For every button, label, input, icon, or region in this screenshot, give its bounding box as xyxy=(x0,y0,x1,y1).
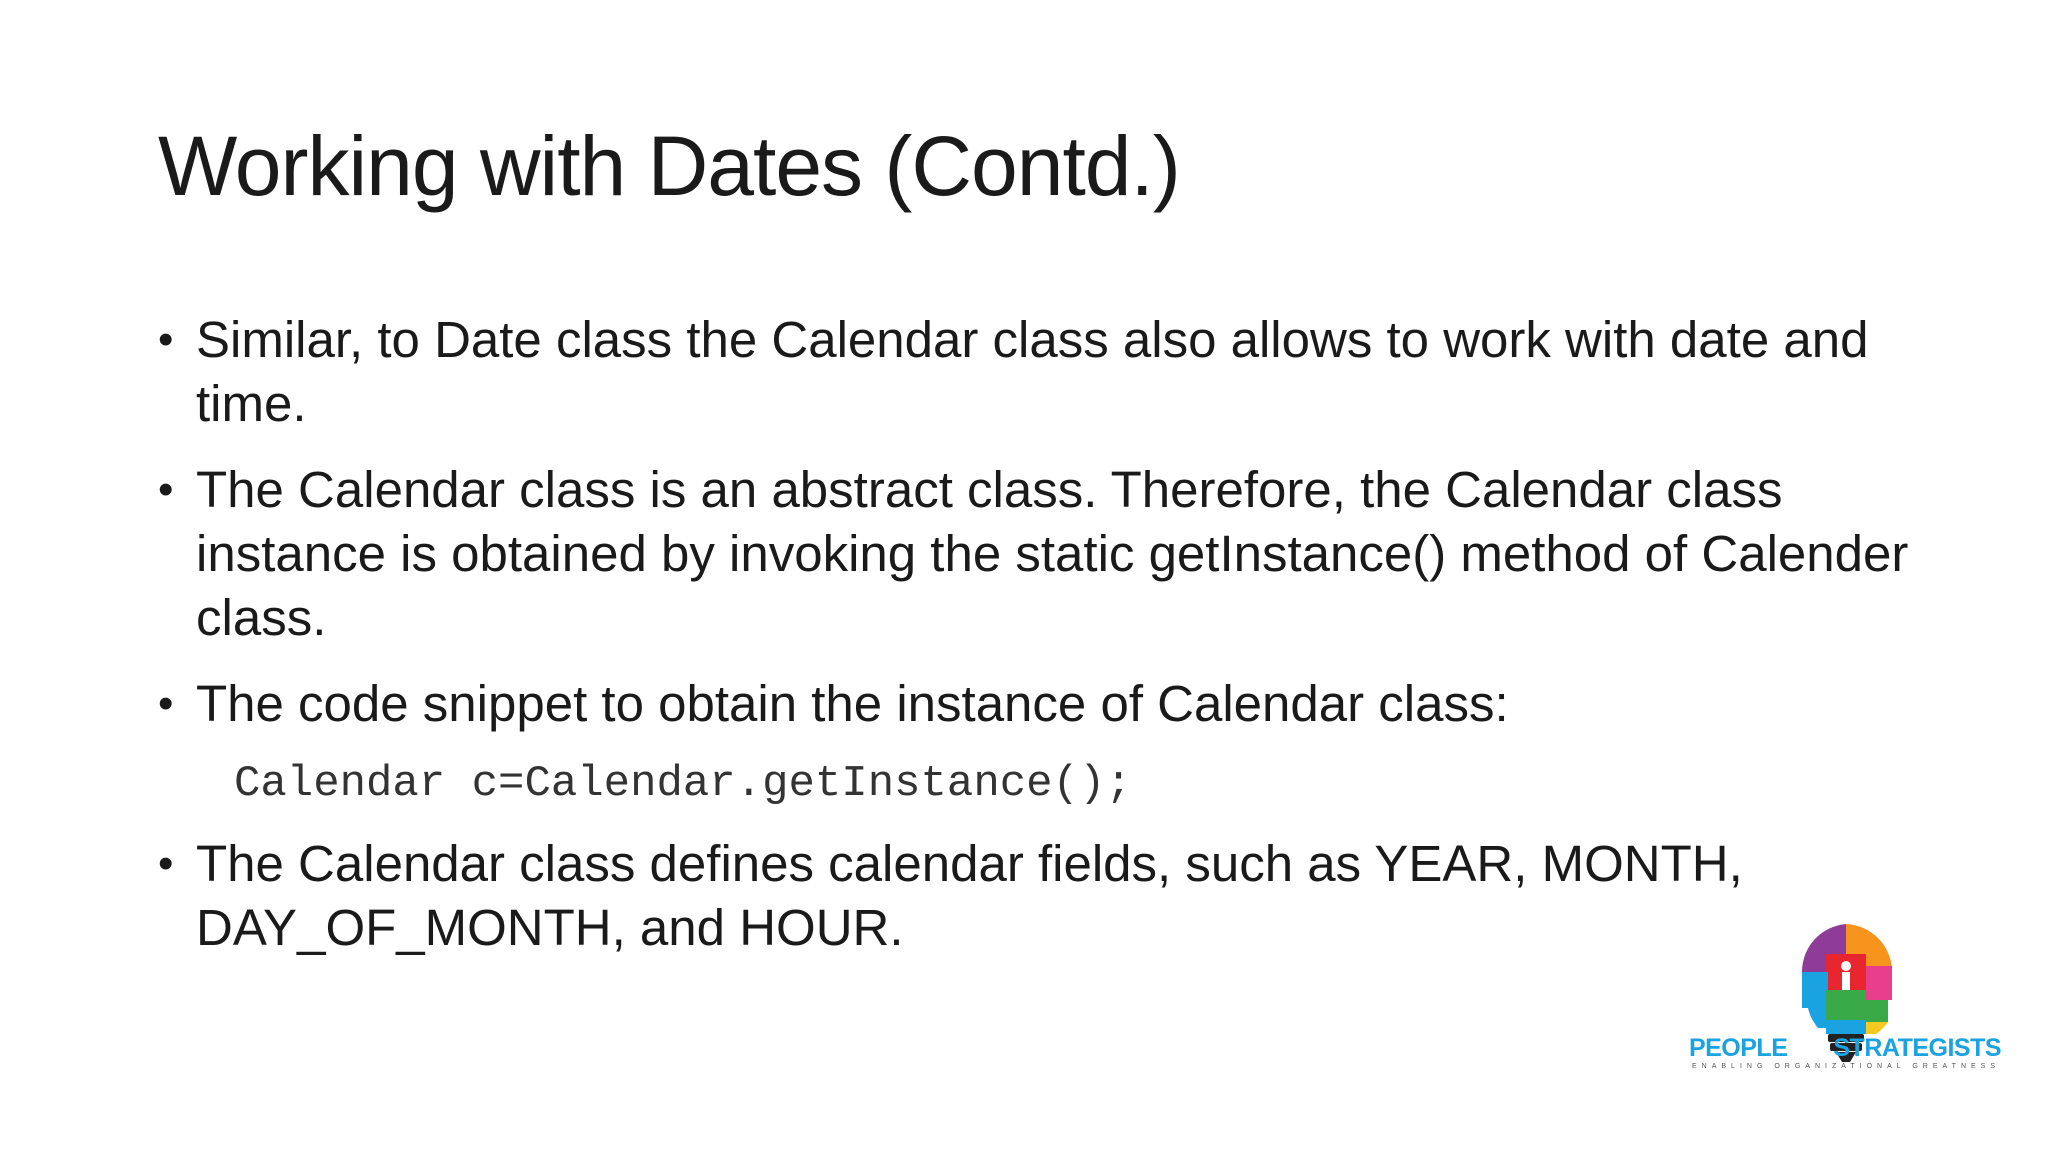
bullet-dot: • xyxy=(158,315,174,364)
logo-tagline: ENABLING ORGANIZATIONAL GREATNESS xyxy=(1692,1063,2001,1070)
bullet-text: The code snippet to obtain the instance of Calendar class: xyxy=(196,675,1509,732)
bullet-item xyxy=(158,458,1918,650)
bullet-text: The Calendar class is an abstract class. Therefore, the Calendar class instance is obtained by invoking the static getInstance() method of Calender class. xyxy=(196,461,1909,646)
bullet-list xyxy=(158,308,1918,758)
logo-word-people: PEOPLE xyxy=(1688,1034,1788,1062)
code-snippet: Calendar c=Calendar.getInstance(); xyxy=(234,759,1132,809)
bullet-item xyxy=(158,672,1918,736)
bullet-dot: • xyxy=(158,839,174,888)
bullet-dot: • xyxy=(158,465,174,514)
logo-wordmark xyxy=(1680,1034,2010,1063)
people-strategists-logo xyxy=(1680,910,2010,1090)
bullet-item xyxy=(158,308,1918,436)
bullet-text: Similar, to Date class the Calendar class also allows to work with date and time. xyxy=(196,311,1869,432)
logo-word-strategists: STRATEGISTS xyxy=(1833,1034,2002,1062)
slide-title: Working with Dates (Contd.) xyxy=(158,119,1180,213)
bullet-dot: • xyxy=(158,679,174,728)
bullet-text: The Calendar class defines calendar fields, such as YEAR, MONTH, DAY_OF_MONTH, and HOUR. xyxy=(196,835,1743,956)
